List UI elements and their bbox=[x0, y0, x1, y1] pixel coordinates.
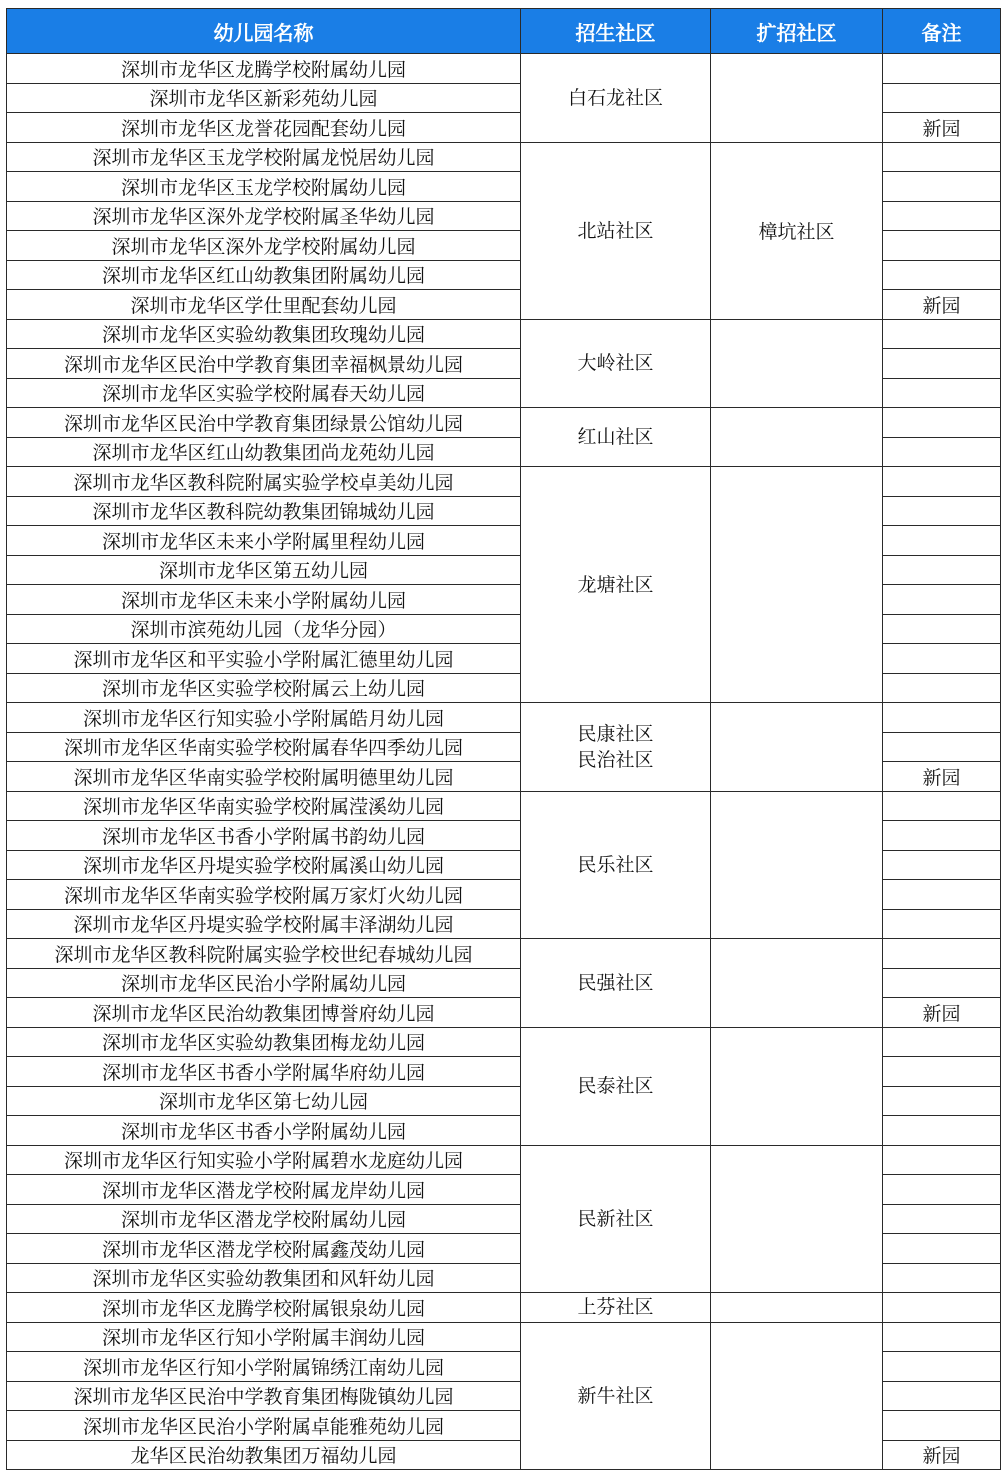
kindergarten-name-cell: 深圳市龙华区未来小学附属幼儿园 bbox=[7, 585, 521, 615]
note-cell bbox=[883, 526, 1001, 556]
kindergarten-name-cell: 深圳市龙华区教科院幼教集团锦城幼儿园 bbox=[7, 496, 521, 526]
community-name: 民新社区 bbox=[577, 1207, 654, 1230]
table-row bbox=[7, 939, 1001, 969]
note-cell bbox=[883, 378, 1001, 408]
enrollment-community-cell bbox=[521, 142, 711, 319]
community-name: 龙塘社区 bbox=[577, 573, 654, 596]
note-cell bbox=[883, 1204, 1001, 1234]
table-row bbox=[7, 319, 1001, 349]
table-row bbox=[7, 54, 1001, 84]
kindergarten-name-cell: 深圳市龙华区未来小学附属里程幼儿园 bbox=[7, 526, 521, 556]
note-cell bbox=[883, 880, 1001, 910]
note-cell bbox=[883, 260, 1001, 290]
kindergarten-name-cell: 龙华区民治幼教集团万福幼儿园 bbox=[7, 1440, 521, 1470]
kindergarten-name-cell: 深圳市龙华区潜龙学校附属龙岸幼儿园 bbox=[7, 1175, 521, 1205]
community-name: 民泰社区 bbox=[577, 1075, 654, 1097]
community-name: 新牛社区 bbox=[577, 1384, 654, 1407]
expanded-community-cell bbox=[711, 1293, 883, 1323]
kindergarten-name-cell: 深圳市龙华区教科院附属实验学校卓美幼儿园 bbox=[7, 467, 521, 497]
note-cell bbox=[883, 1234, 1001, 1264]
enrollment-community-cell bbox=[521, 1145, 711, 1293]
kindergarten-name-cell: 深圳市龙华区民治中学教育集团绿景公馆幼儿园 bbox=[7, 408, 521, 438]
note-cell bbox=[883, 939, 1001, 969]
note-cell bbox=[883, 1381, 1001, 1411]
enrollment-community-cell bbox=[521, 408, 711, 467]
kindergarten-name-cell: 深圳市龙华区实验幼教集团和风轩幼儿园 bbox=[7, 1263, 521, 1293]
table-row bbox=[7, 1145, 1001, 1175]
kindergarten-name-cell: 深圳市龙华区民治中学教育集团幸福枫景幼儿园 bbox=[7, 349, 521, 379]
community-name: 民强社区 bbox=[577, 971, 654, 994]
kindergarten-table bbox=[6, 8, 1001, 1470]
note-cell bbox=[883, 1086, 1001, 1116]
kindergarten-name-cell: 深圳市滨苑幼儿园（龙华分园） bbox=[7, 614, 521, 644]
note-cell bbox=[883, 437, 1001, 467]
enrollment-community-cell bbox=[521, 319, 711, 408]
kindergarten-name-cell: 深圳市龙华区华南实验学校附属滢溪幼儿园 bbox=[7, 791, 521, 821]
enrollment-community-cell bbox=[521, 939, 711, 1028]
kindergarten-name-cell: 深圳市龙华区深外龙学校附属圣华幼儿园 bbox=[7, 201, 521, 231]
note-cell bbox=[883, 349, 1001, 379]
note-cell bbox=[883, 1027, 1001, 1057]
kindergarten-name-cell: 深圳市龙华区行知实验小学附属皓月幼儿园 bbox=[7, 703, 521, 733]
kindergarten-name-cell: 深圳市龙华区实验学校附属云上幼儿园 bbox=[7, 673, 521, 703]
kindergarten-name-cell: 深圳市龙华区潜龙学校附属鑫茂幼儿园 bbox=[7, 1234, 521, 1264]
kindergarten-name-cell: 深圳市龙华区第五幼儿园 bbox=[7, 555, 521, 585]
kindergarten-name-cell: 深圳市龙华区第七幼儿园 bbox=[7, 1086, 521, 1116]
table-row bbox=[7, 467, 1001, 497]
note-cell bbox=[883, 319, 1001, 349]
table-row bbox=[7, 791, 1001, 821]
note-cell bbox=[883, 732, 1001, 762]
expanded-community-cell bbox=[711, 939, 883, 1028]
expanded-community-cell bbox=[711, 1027, 883, 1145]
kindergarten-name-cell: 深圳市龙华区丹堤实验学校附属丰泽湖幼儿园 bbox=[7, 909, 521, 939]
expanded-community-cell bbox=[711, 319, 883, 408]
note-cell bbox=[883, 968, 1001, 998]
note-cell bbox=[883, 467, 1001, 497]
expanded-community-cell bbox=[711, 1145, 883, 1293]
kindergarten-name-cell: 深圳市龙华区华南实验学校附属春华四季幼儿园 bbox=[7, 732, 521, 762]
note-cell bbox=[883, 1293, 1001, 1323]
header-note: 备注 bbox=[883, 9, 1001, 54]
note-cell bbox=[883, 791, 1001, 821]
kindergarten-name-cell: 深圳市龙华区玉龙学校附属幼儿园 bbox=[7, 172, 521, 202]
community-name: 红山社区 bbox=[577, 426, 654, 448]
note-cell bbox=[883, 850, 1001, 880]
header-enrollment-community: 招生社区 bbox=[521, 9, 711, 54]
community-name: 白石龙社区 bbox=[567, 86, 663, 109]
note-cell bbox=[883, 673, 1001, 703]
header-row bbox=[7, 9, 1001, 54]
community-name: 民治社区 bbox=[577, 748, 654, 771]
kindergarten-name-cell: 深圳市龙华区和平实验小学附属汇德里幼儿园 bbox=[7, 644, 521, 674]
kindergarten-name-cell: 深圳市龙华区龙腾学校附属幼儿园 bbox=[7, 54, 521, 84]
enrollment-community-cell bbox=[521, 54, 711, 143]
kindergarten-name-cell: 深圳市龙华区行知小学附属锦绣江南幼儿园 bbox=[7, 1352, 521, 1382]
note-cell bbox=[883, 408, 1001, 438]
kindergarten-name-cell: 深圳市龙华区实验幼教集团梅龙幼儿园 bbox=[7, 1027, 521, 1057]
table-row bbox=[7, 1293, 1001, 1323]
community-name: 北站社区 bbox=[577, 219, 654, 242]
note-cell bbox=[883, 703, 1001, 733]
kindergarten-name-cell: 深圳市龙华区龙腾学校附属银泉幼儿园 bbox=[7, 1293, 521, 1323]
community-name: 民康社区 bbox=[577, 722, 654, 745]
kindergarten-name-cell: 深圳市龙华区新彩苑幼儿园 bbox=[7, 83, 521, 113]
header-kindergarten-name: 幼儿园名称 bbox=[7, 9, 521, 54]
note-cell bbox=[883, 1352, 1001, 1382]
kindergarten-name-cell: 深圳市龙华区民治小学附属幼儿园 bbox=[7, 968, 521, 998]
table-row bbox=[7, 703, 1001, 733]
note-cell bbox=[883, 585, 1001, 615]
kindergarten-name-cell: 深圳市龙华区行知小学附属丰润幼儿园 bbox=[7, 1322, 521, 1352]
expanded-community-cell bbox=[711, 54, 883, 143]
note-cell bbox=[883, 644, 1001, 674]
community-name: 大岭社区 bbox=[577, 352, 654, 375]
kindergarten-name-cell: 深圳市龙华区华南实验学校附属明德里幼儿园 bbox=[7, 762, 521, 792]
kindergarten-name-cell: 深圳市龙华区民治小学附属卓能雅苑幼儿园 bbox=[7, 1411, 521, 1441]
note-cell: 新园 bbox=[883, 998, 1001, 1028]
note-cell bbox=[883, 54, 1001, 84]
community-name: 民乐社区 bbox=[577, 853, 654, 876]
enrollment-community-cell bbox=[521, 791, 711, 939]
kindergarten-name-cell: 深圳市龙华区实验学校附属春天幼儿园 bbox=[7, 378, 521, 408]
note-cell bbox=[883, 201, 1001, 231]
kindergarten-name-cell: 深圳市龙华区潜龙学校附属幼儿园 bbox=[7, 1204, 521, 1234]
kindergarten-name-cell: 深圳市龙华区教科院附属实验学校世纪春城幼儿园 bbox=[7, 939, 521, 969]
kindergarten-name-cell: 深圳市龙华区民治幼教集团博誉府幼儿园 bbox=[7, 998, 521, 1028]
note-cell bbox=[883, 142, 1001, 172]
kindergarten-name-cell: 深圳市龙华区实验幼教集团玫瑰幼儿园 bbox=[7, 319, 521, 349]
kindergarten-name-cell: 深圳市龙华区丹堤实验学校附属溪山幼儿园 bbox=[7, 850, 521, 880]
table-row bbox=[7, 1027, 1001, 1057]
note-cell bbox=[883, 555, 1001, 585]
header-expanded-community: 扩招社区 bbox=[711, 9, 883, 54]
community-name: 上芬社区 bbox=[577, 1296, 654, 1319]
note-cell bbox=[883, 1116, 1001, 1146]
kindergarten-name-cell: 深圳市龙华区华南实验学校附属万家灯火幼儿园 bbox=[7, 880, 521, 910]
kindergarten-name-cell: 深圳市龙华区书香小学附属书韵幼儿园 bbox=[7, 821, 521, 851]
table-header bbox=[7, 9, 1001, 54]
note-cell bbox=[883, 496, 1001, 526]
note-cell bbox=[883, 231, 1001, 261]
kindergarten-name-cell: 深圳市龙华区书香小学附属华府幼儿园 bbox=[7, 1057, 521, 1087]
enrollment-community-cell bbox=[521, 467, 711, 703]
expanded-community-cell bbox=[711, 703, 883, 792]
kindergarten-name-cell: 深圳市龙华区龙誉花园配套幼儿园 bbox=[7, 113, 521, 143]
note-cell bbox=[883, 1175, 1001, 1205]
note-cell bbox=[883, 1263, 1001, 1293]
expanded-community-cell bbox=[711, 408, 883, 467]
expanded-community-cell: 樟坑社区 bbox=[711, 142, 883, 319]
kindergarten-name-cell: 深圳市龙华区行知实验小学附属碧水龙庭幼儿园 bbox=[7, 1145, 521, 1175]
kindergarten-name-cell: 深圳市龙华区深外龙学校附属幼儿园 bbox=[7, 231, 521, 261]
note-cell bbox=[883, 1322, 1001, 1352]
expanded-community-cell bbox=[711, 1322, 883, 1470]
kindergarten-name-cell: 深圳市龙华区学仕里配套幼儿园 bbox=[7, 290, 521, 320]
table-row bbox=[7, 408, 1001, 438]
kindergarten-name-cell: 深圳市龙华区民治中学教育集团梅陇镇幼儿园 bbox=[7, 1381, 521, 1411]
note-cell: 新园 bbox=[883, 1440, 1001, 1470]
note-cell bbox=[883, 83, 1001, 113]
enrollment-community-cell bbox=[521, 1322, 711, 1470]
table-body bbox=[7, 54, 1001, 1470]
kindergarten-name-cell: 深圳市龙华区红山幼教集团附属幼儿园 bbox=[7, 260, 521, 290]
note-cell: 新园 bbox=[883, 113, 1001, 143]
note-cell: 新园 bbox=[883, 290, 1001, 320]
note-cell bbox=[883, 614, 1001, 644]
note-cell bbox=[883, 1057, 1001, 1087]
note-cell bbox=[883, 172, 1001, 202]
enrollment-community-cell bbox=[521, 1027, 711, 1145]
kindergarten-name-cell: 深圳市龙华区红山幼教集团尚龙苑幼儿园 bbox=[7, 437, 521, 467]
table-row bbox=[7, 1322, 1001, 1352]
enrollment-community-cell bbox=[521, 1293, 711, 1323]
kindergarten-name-cell: 深圳市龙华区书香小学附属幼儿园 bbox=[7, 1116, 521, 1146]
note-cell bbox=[883, 821, 1001, 851]
expanded-community-cell bbox=[711, 791, 883, 939]
expanded-community-cell bbox=[711, 467, 883, 703]
note-cell bbox=[883, 909, 1001, 939]
enrollment-community-cell bbox=[521, 703, 711, 792]
kindergarten-name-cell: 深圳市龙华区玉龙学校附属龙悦居幼儿园 bbox=[7, 142, 521, 172]
table-row bbox=[7, 142, 1001, 172]
note-cell bbox=[883, 1411, 1001, 1441]
note-cell bbox=[883, 1145, 1001, 1175]
note-cell: 新园 bbox=[883, 762, 1001, 792]
